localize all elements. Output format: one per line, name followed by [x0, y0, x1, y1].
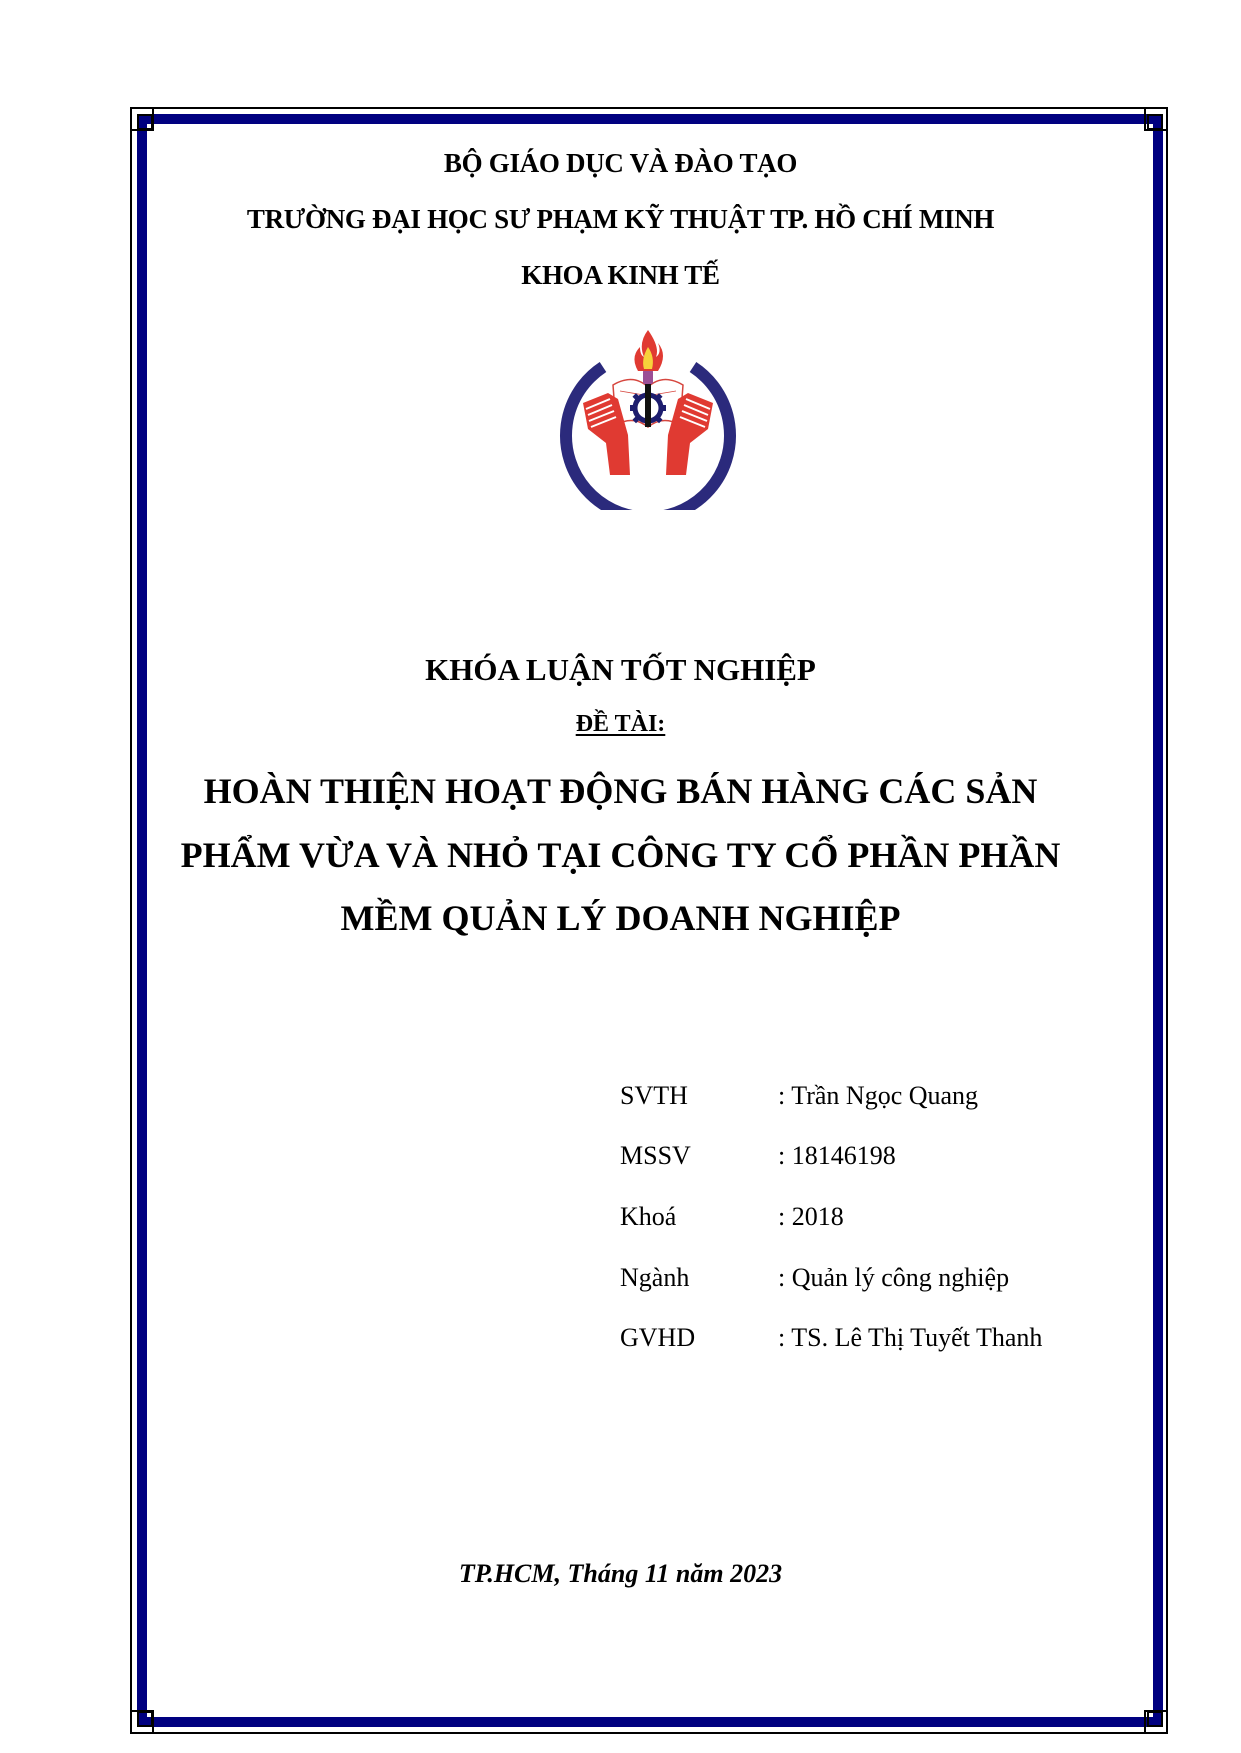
ministry-name: BỘ GIÁO DỤC VÀ ĐÀO TẠO: [443, 148, 798, 178]
info-label-nganh: Ngành: [620, 1263, 690, 1292]
university-name: TRƯỜNG ĐẠI HỌC SƯ PHẠM KỸ THUẬT TP. HỒ CHÍ MINH: [246, 204, 995, 234]
info-label-mssv: MSSV: [620, 1141, 691, 1170]
corner-ornament-bottom-right-inner: [1147, 1711, 1163, 1727]
info-value-gvhd: : TS. Lê Thị Tuyết Thanh: [778, 1323, 1043, 1352]
topic-label: ĐỀ TÀI:: [575, 711, 666, 737]
info-label-gvhd: GVHD: [620, 1323, 696, 1352]
thesis-title-line-3: MỀM QUẢN LÝ DOANH NGHIỆP: [340, 898, 901, 938]
corner-ornament-top-right-inner: [1147, 114, 1163, 130]
thesis-title-line-1: HOÀN THIỆN HOẠT ĐỘNG BÁN HÀNG CÁC SẢN: [203, 771, 1038, 811]
info-value-mssv: : 18146198: [778, 1141, 896, 1170]
corner-ornament-bottom-left-inner: [137, 1711, 153, 1727]
place-date: TP.HCM, Tháng 11 năm 2023: [458, 1559, 783, 1588]
info-value-nganh: : Quản lý công nghiệp: [778, 1263, 1010, 1292]
thesis-title-line-2: PHẨM VỪA VÀ NHỎ TẠI CÔNG TY CỔ PHẦN PHẦN: [180, 835, 1061, 875]
info-value-khoa: : 2018: [778, 1202, 844, 1231]
document-type: KHÓA LUẬN TỐT NGHIỆP: [425, 652, 816, 687]
info-value-svth: : Trần Ngọc Quang: [778, 1081, 979, 1110]
university-logo-icon: [558, 325, 738, 510]
info-label-svth: SVTH: [620, 1081, 688, 1110]
corner-ornament-top-left-inner: [137, 114, 153, 130]
faculty-name: KHOA KINH TẾ: [521, 260, 720, 290]
info-label-khoa: Khoá: [620, 1202, 677, 1231]
